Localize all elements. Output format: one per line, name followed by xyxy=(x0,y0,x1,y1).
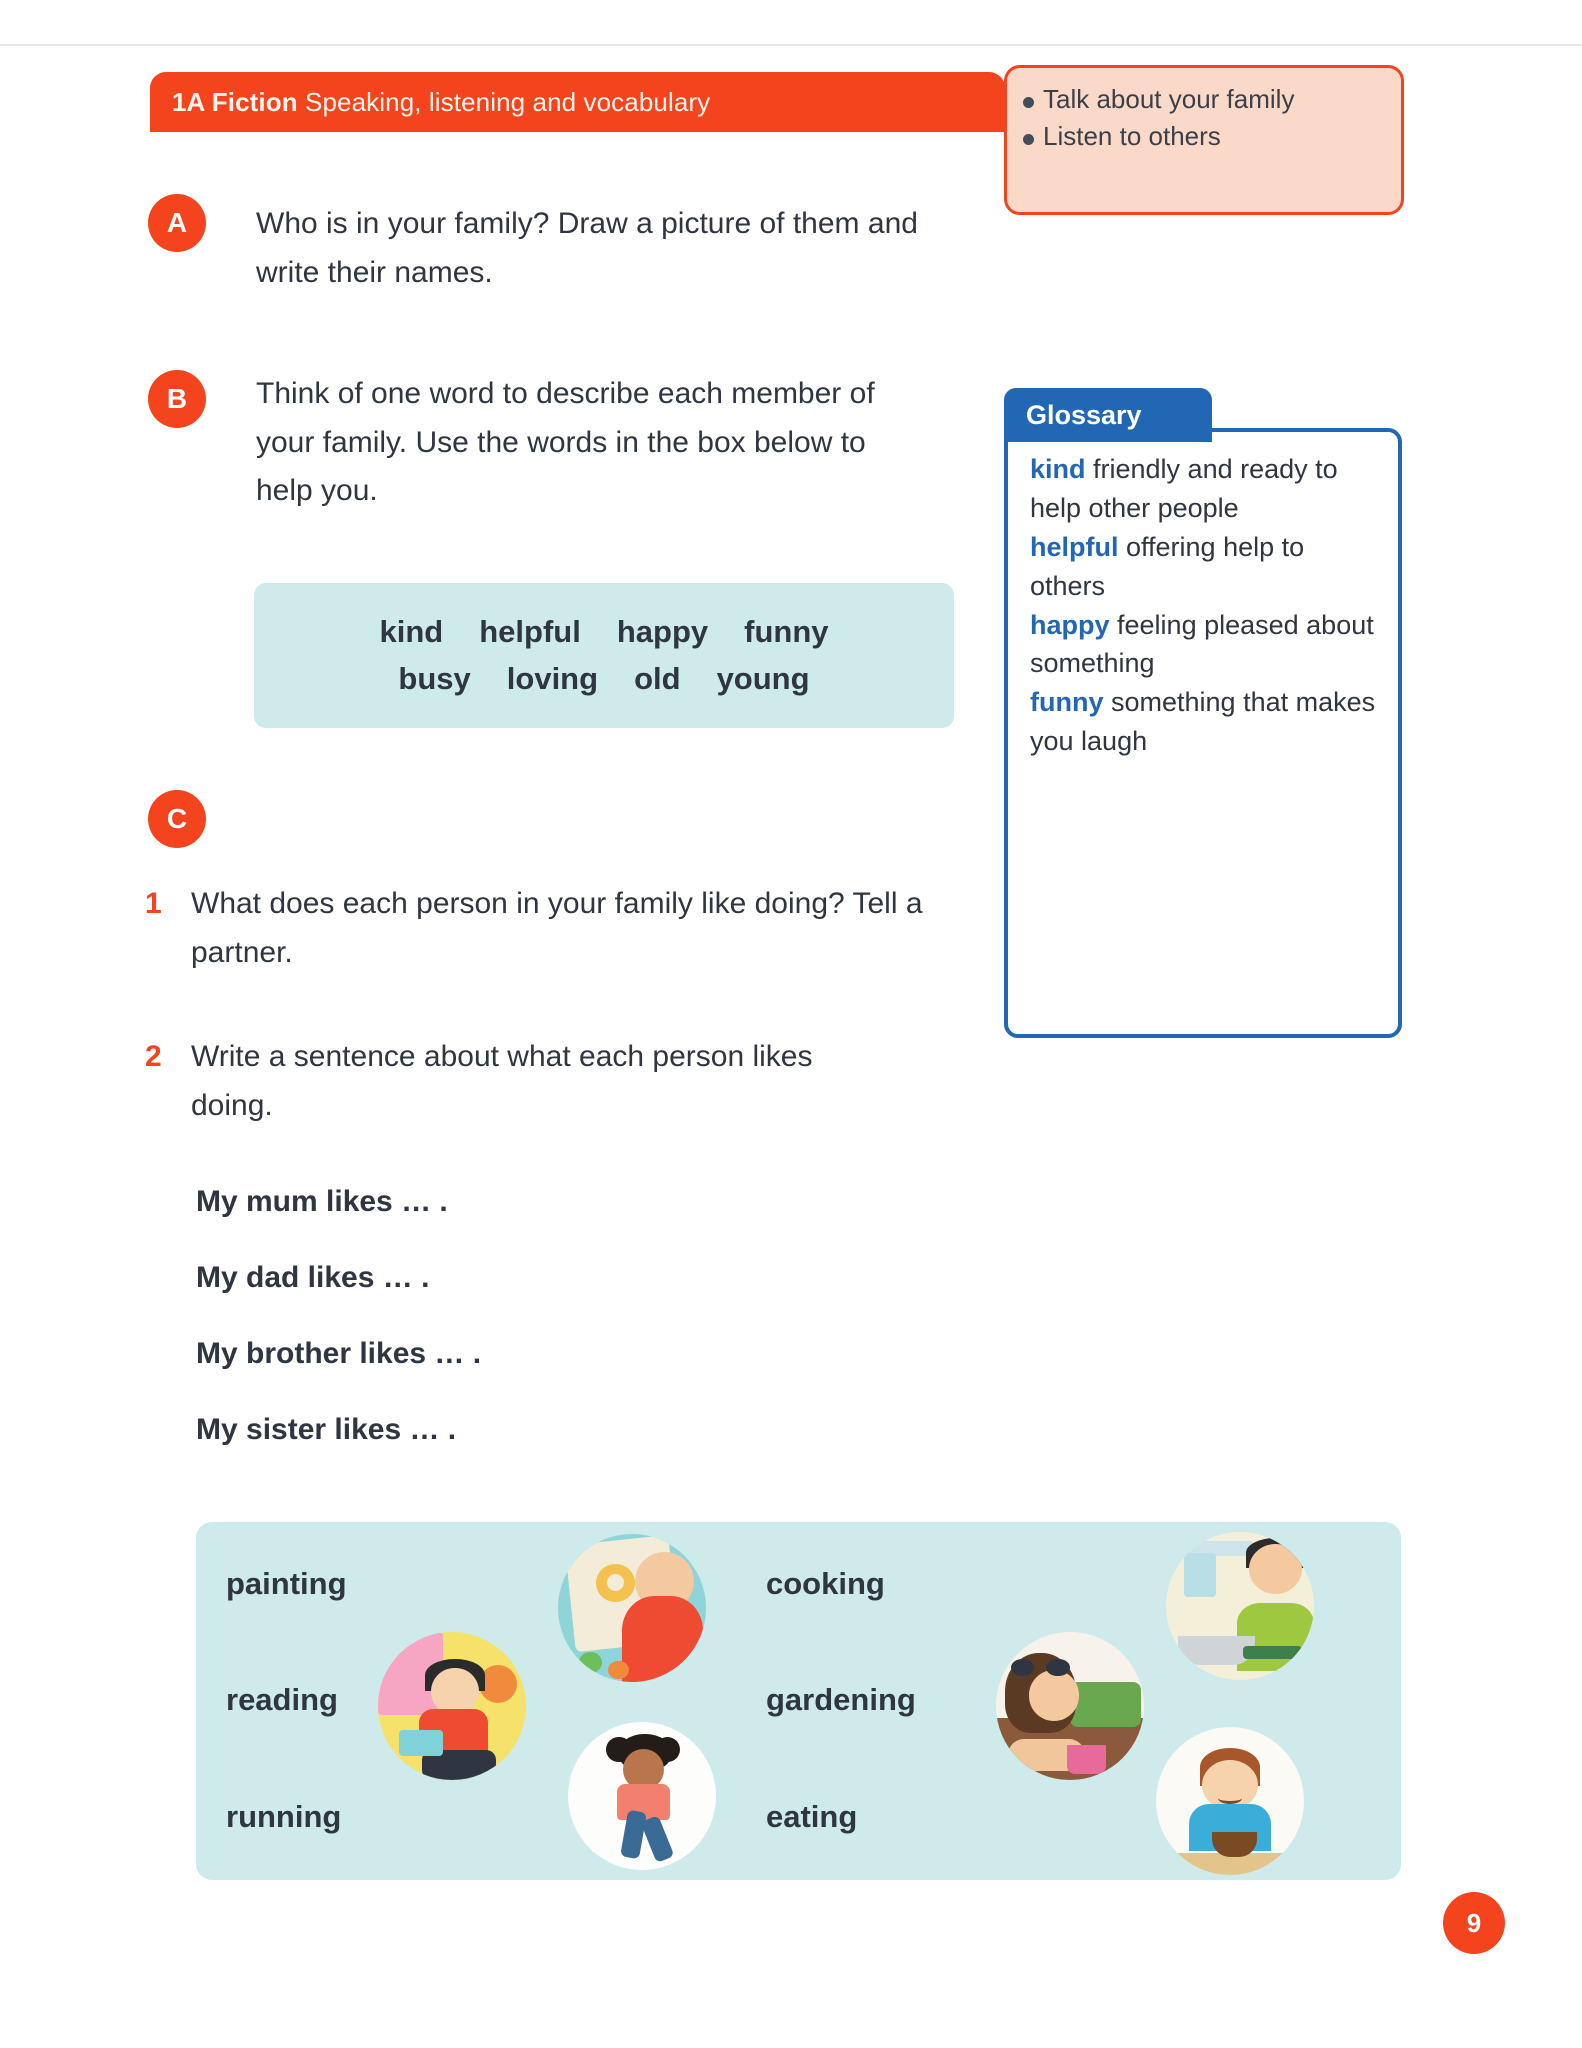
lesson-unit-label: 1A Fiction xyxy=(172,86,298,117)
numbered-item-text: Write a sentence about what each person likes doing. xyxy=(191,1040,813,1122)
sentence-starter: My mum likes … . xyxy=(196,1185,448,1218)
word-bank-word: funny xyxy=(744,614,829,649)
numbered-item xyxy=(145,880,935,977)
word-bank-word: helpful xyxy=(479,614,581,649)
activity-label-cooking: cooking xyxy=(766,1566,885,1601)
lesson-banner xyxy=(150,72,1005,132)
glossary-term: helpful xyxy=(1030,531,1119,562)
numbered-item xyxy=(145,1033,845,1130)
painting-illustration xyxy=(558,1534,706,1682)
glossary-title: Glossary xyxy=(1026,399,1142,430)
lesson-banner-text xyxy=(172,87,710,118)
objective-text: Listen to others xyxy=(1043,120,1221,151)
eating-illustration xyxy=(1156,1727,1304,1875)
sentence-starter-list xyxy=(196,1185,896,1489)
word-bank-word: kind xyxy=(379,614,444,649)
word-bank-word: busy xyxy=(398,660,471,696)
glossary-definition: offering help to others xyxy=(1030,531,1305,601)
activity-label-running: running xyxy=(226,1799,342,1834)
sentence-starter: My dad likes … . xyxy=(196,1261,430,1294)
cooking-illustration xyxy=(1166,1532,1314,1680)
numbered-item-text: What does each person in your family like doing? Tell a partner. xyxy=(191,887,923,969)
bullet-icon xyxy=(1023,97,1034,108)
page-top-rule xyxy=(0,44,1582,46)
glossary-term: kind xyxy=(1030,454,1086,484)
activity-label-gardening: gardening xyxy=(766,1682,916,1717)
glossary-definition: something that makes you laugh xyxy=(1030,687,1376,757)
glossary-box xyxy=(1004,428,1402,1038)
numbered-item-marker: 1 xyxy=(145,887,162,920)
gardening-illustration xyxy=(996,1632,1144,1780)
task-b-text: Think of one word to describe each member of your family. Use the words in the box below to help you. xyxy=(256,377,875,508)
glossary-term: happy xyxy=(1030,609,1110,640)
task-marker-c: C xyxy=(148,790,206,848)
activity-label-eating: eating xyxy=(766,1799,858,1834)
glossary-definition: friendly and ready to help other people xyxy=(1030,454,1338,523)
word-bank-word: young xyxy=(716,660,810,696)
glossary-entry-list xyxy=(1030,450,1378,761)
activity-picture-bank xyxy=(196,1522,1401,1880)
task-a-text: Who is in your family? Draw a picture of them and write their names. xyxy=(256,207,918,289)
bullet-icon xyxy=(1023,134,1034,145)
reading-illustration xyxy=(378,1632,526,1780)
word-bank-row xyxy=(379,609,828,656)
objective-text: Talk about your family xyxy=(1043,84,1295,114)
glossary-term: funny xyxy=(1030,687,1104,718)
activity-label-reading: reading xyxy=(226,1682,338,1717)
word-bank-word: happy xyxy=(616,614,709,649)
lesson-skills-label: Speaking, listening and vocabulary xyxy=(297,86,711,117)
activity-label-painting: painting xyxy=(226,1566,347,1601)
running-illustration xyxy=(568,1722,716,1870)
word-bank-row xyxy=(398,656,809,703)
word-bank-word: loving xyxy=(506,660,599,696)
numbered-item-marker: 2 xyxy=(145,1040,162,1073)
glossary-tab xyxy=(1004,388,1212,442)
learning-objectives-box xyxy=(1004,65,1404,215)
word-bank-box xyxy=(254,583,954,728)
objective-item xyxy=(1023,119,1383,154)
task-marker-b: B xyxy=(148,370,206,428)
sentence-starter: My brother likes … . xyxy=(196,1337,482,1370)
page-number-badge: 9 xyxy=(1443,1892,1505,1954)
glossary-definition: feeling pleased about something xyxy=(1030,609,1374,679)
sentence-starter: My sister likes … . xyxy=(196,1413,457,1446)
task-marker-a: A xyxy=(148,194,206,252)
objective-item xyxy=(1023,82,1383,117)
word-bank-word: old xyxy=(634,660,681,696)
